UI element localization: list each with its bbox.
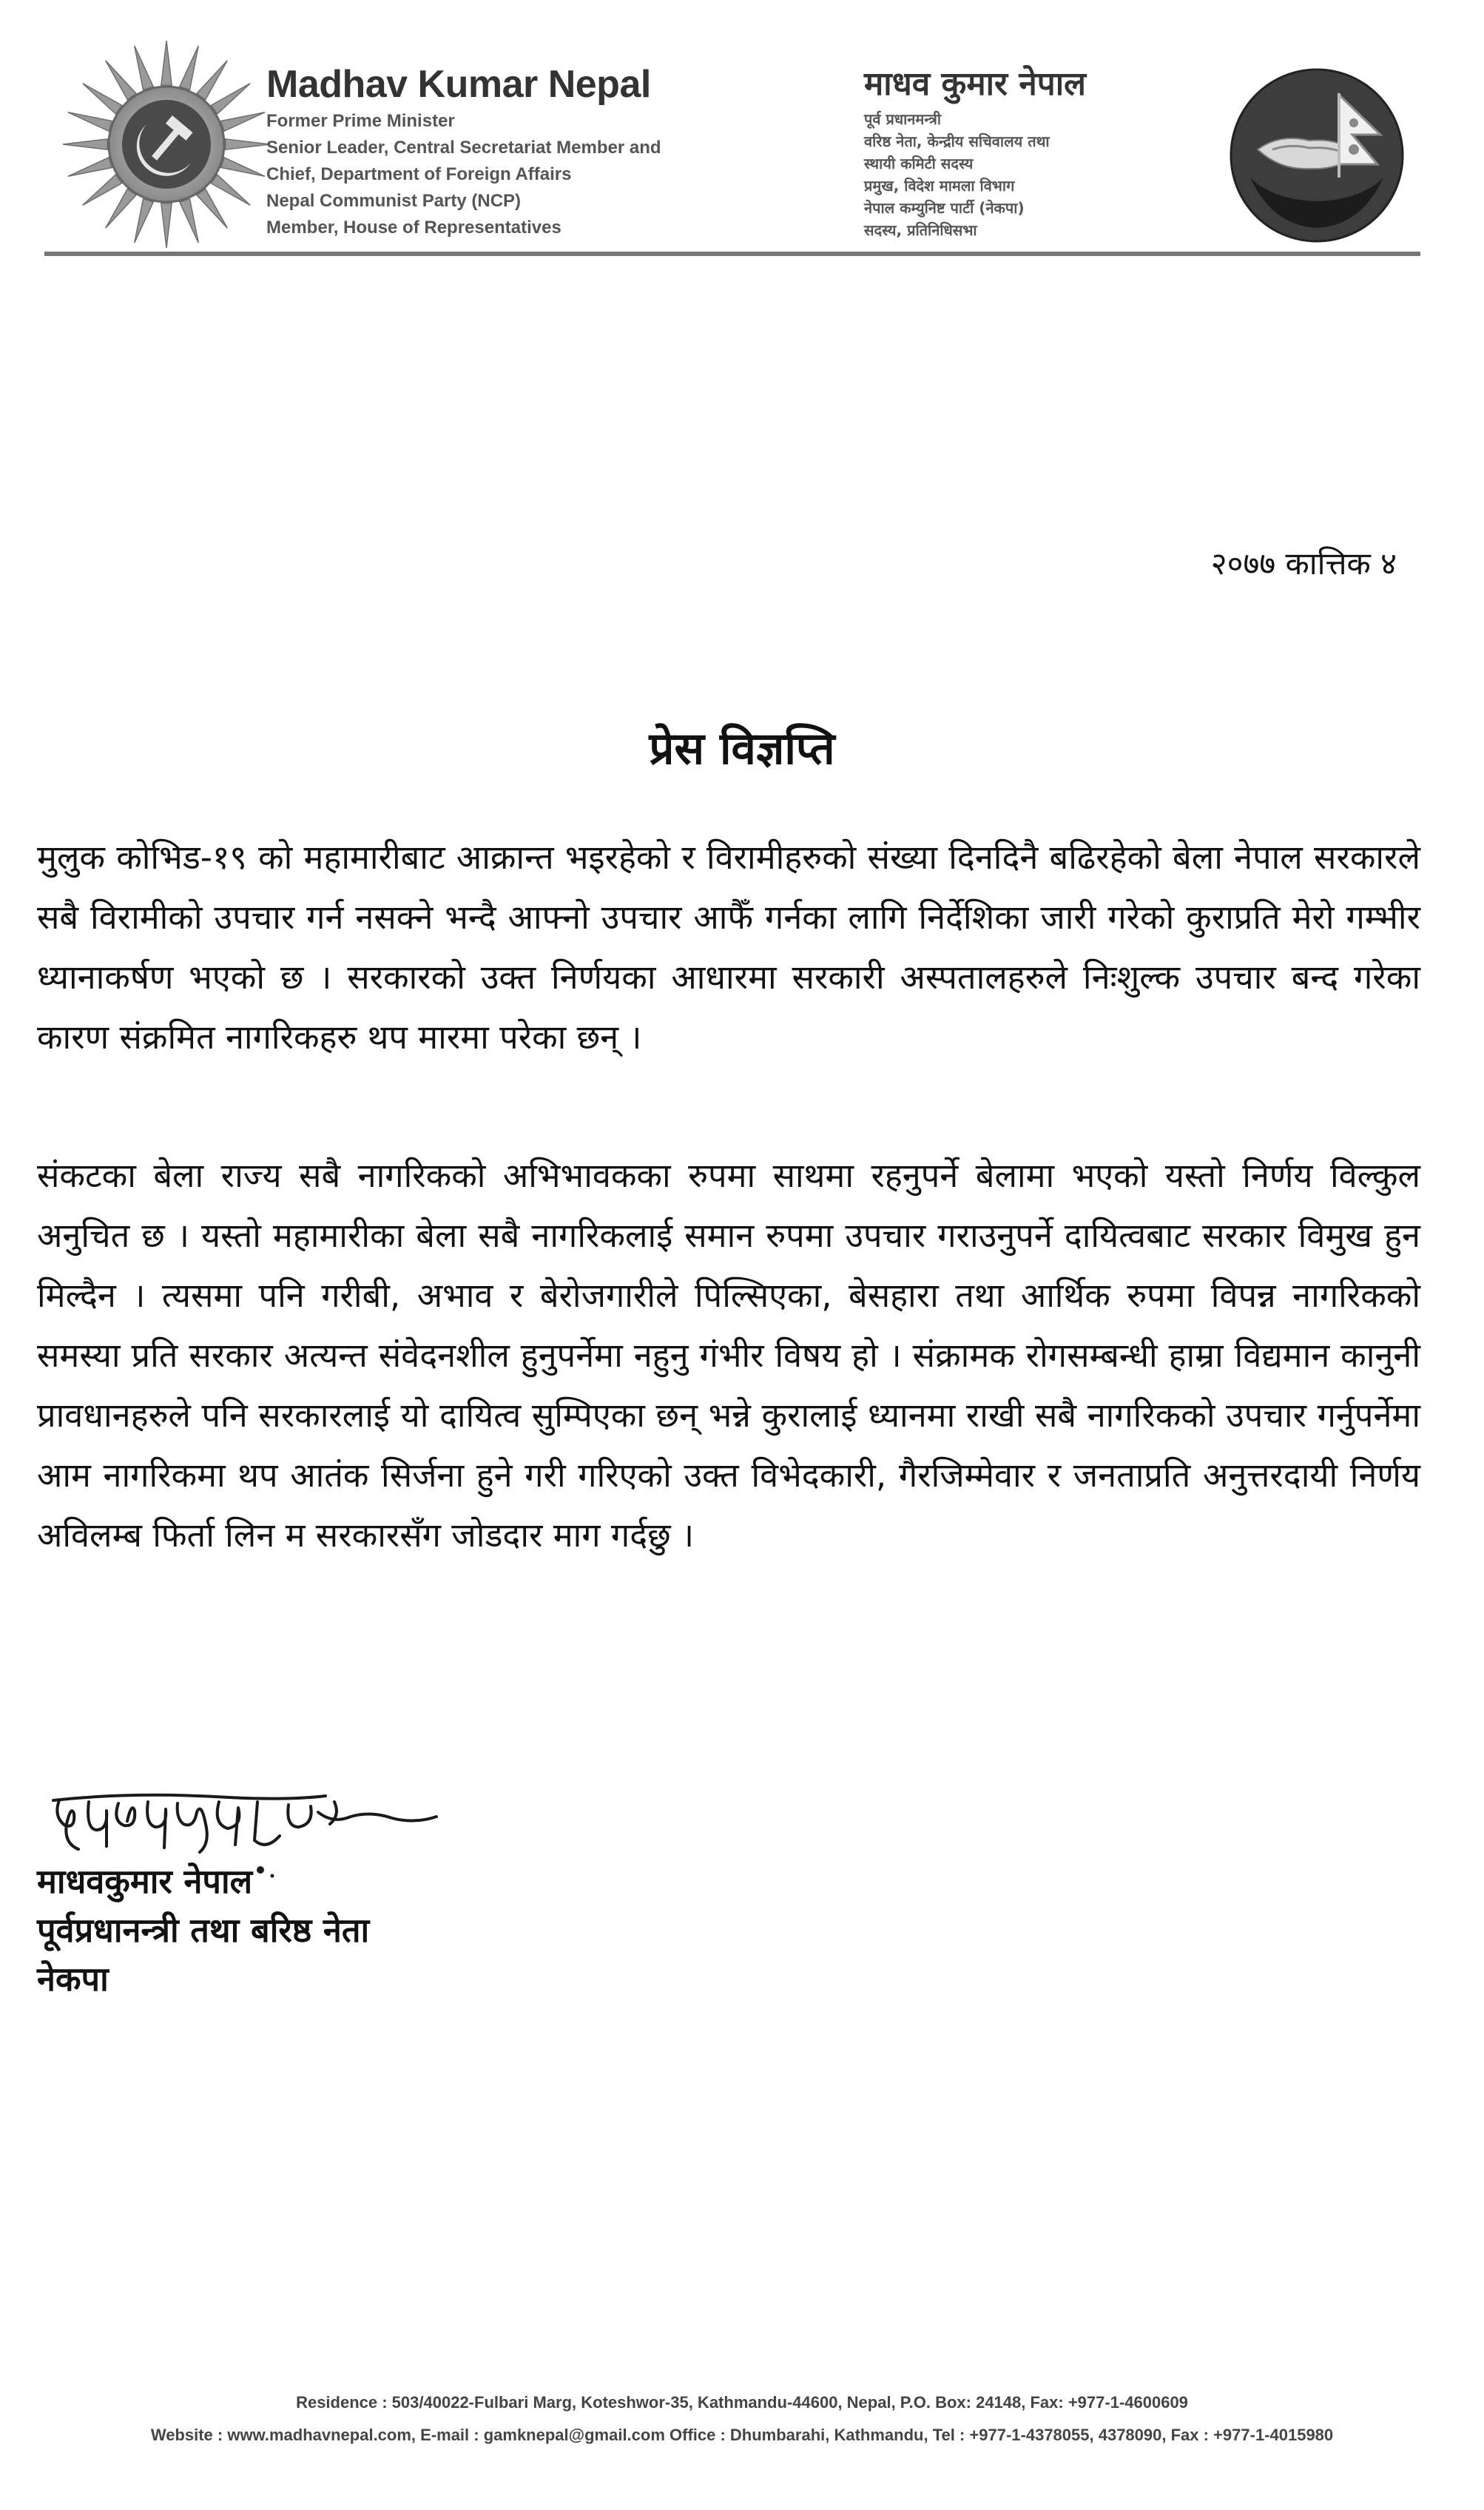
sun-ray	[161, 41, 172, 85]
english-title-line: Former Prime Minister	[266, 111, 455, 131]
sun-ray	[83, 84, 122, 114]
sun-ray	[68, 158, 112, 176]
body-paragraph: संकटका बेला राज्य सबै नागरिकको अभिभावकका रुपमा साथमा रहनुपर्ने बेलामा भएको यस्तो निर्णय विल्कुल अनुचित छ । यस्तो महामारीका बेला सबै नागरिकलाई समान रुपमा उपचार गराउनुपर्ने दायित्वबाट सरकार विमुख हुन मिल्दैन । त्यसमा पनि गरीबी, अभाव र बेरोजगारीले पिल्सिएका, बेसहारा तथा आर्थिक रुपमा विपन्न नागरिकको समस्या प्रति सरकार अत्यन्त संवेदनशील हुनुपर्नेमा नहुनु गंभीर विषय हो । संक्रामक रोगसम्बन्धी हाम्रा विद्यमान कानुनी प्रावधानहरुले पनि सरकारलाई यो दायित्व सुम्पिएका छन् भन्ने कुरालाई ध्यानमा राखी सबै नागरिकको उपचार गर्नुपर्नेमा आम नागरिकमा थप आतंक सिर्जना हुने गरी गरिएको उक्त विभेदकारी, गैरजिम्मेवार र जनताप्रति अनुत्तरदायी निर्णय अविलम्ब फिर्ता लिन म सरकारसँग जोडदार माग गर्दछु ।	[37, 1156, 1420, 1555]
party-emblem-icon	[59, 37, 274, 252]
sun-ray	[83, 175, 122, 205]
signatory-designation: पूर्वप्रधानन्त्री तथा बरिष्ठ नेता	[37, 1911, 370, 1950]
nepali-title-line: स्थायी कमिटी सदस्य	[864, 155, 974, 172]
page-title: प्रेस विज्ञप्ति	[649, 723, 835, 775]
nepali-title-line: प्रमुख, विदेश मामला विभाग	[864, 177, 1015, 195]
body-paragraph: मुलुक कोभिड-१९ को महामारीबाट आक्रान्त भइरहेको र विरामीहरुको संख्या दिनदिनै बढिरहेको बेला नेपाल सरकारले सबै विरामीको उपचार गर्न नसक्ने भन्दै आफ्नो उपचार आफैँ गर्नका लागि निर्देशिका जारी गरेको कुराप्रति मेरो गम्भीर ध्यानाकर्षण भएको छ । सरकारको उक्त निर्णयका आधारमा सरकारी अस्पतालहरुले निःशुल्क उपचार बन्द गरेका कारण संक्रमित नागरिकहरु थप मारमा परेका छन् ।	[37, 838, 1420, 1057]
nepali-title-line: वरिष्ठ नेता, केन्द्रीय सचिवालय तथा	[864, 132, 1050, 150]
sun-ray	[106, 61, 136, 100]
english-title-line: Senior Leader, Central Secretariat Member and	[266, 138, 661, 158]
footer-contact: Website : www.madhavnepal.com, E-mail : gamknepal@gmail.com Office : Dhumbarahi, Kathmandu, Tel : +977-1-4378055, 4378090, Fax : +977-1-4015980	[150, 2426, 1334, 2444]
footer	[0, 2386, 1484, 2452]
english-letterhead	[266, 61, 740, 241]
sun-ray	[161, 203, 172, 248]
sun-ray	[63, 139, 107, 149]
letter-date: २०७७ कात्तिक ४	[1210, 545, 1397, 582]
sun-ray	[197, 61, 227, 100]
sun-ray	[135, 46, 153, 90]
signatory-party: नेकपा	[37, 1959, 109, 1999]
sun-ray	[180, 46, 198, 90]
sun-ray	[221, 112, 266, 131]
english-title-line: Chief, Department of Foreign Affairs	[266, 164, 572, 184]
letterhead	[44, 37, 1428, 259]
sun-ray	[211, 175, 250, 205]
letterhead-divider	[44, 252, 1420, 256]
sun-ray	[221, 158, 266, 176]
sun-ray	[211, 84, 250, 114]
nepali-title-line: नेपाल कम्युनिष्ट पार्टी (नेकपा)	[864, 199, 1025, 217]
signature-block	[37, 1857, 369, 2004]
signatory-name: माधवकुमार नेपाल	[37, 1862, 253, 1901]
nepal-flag-emblem-icon	[1228, 67, 1406, 244]
nepali-name: माधव कुमार नेपाल	[864, 65, 1087, 103]
nepali-title-line: सदस्य, प्रतिनिधिसभा	[864, 221, 977, 239]
nepali-title-line: पूर्व प्रधानमन्त्री	[864, 110, 942, 128]
sun-ray	[135, 199, 153, 243]
nepali-letterhead	[864, 61, 1175, 241]
sun-ray	[226, 139, 270, 149]
sun-ray	[106, 189, 136, 228]
english-title-line: Nepal Communist Party (NCP)	[266, 191, 522, 211]
english-name: Madhav Kumar Nepal	[266, 63, 651, 106]
footer-residence: Residence : 503/40022-Fulbari Marg, Koteshwor-35, Kathmandu-44600, Nepal, P.O. Box: 24148, Fax: +977-1-4600609	[296, 2393, 1188, 2412]
english-title-line: Member, House of Representatives	[266, 218, 561, 238]
sun-ray	[197, 189, 227, 228]
sun-ray	[68, 112, 112, 131]
sun-ray	[180, 199, 198, 243]
